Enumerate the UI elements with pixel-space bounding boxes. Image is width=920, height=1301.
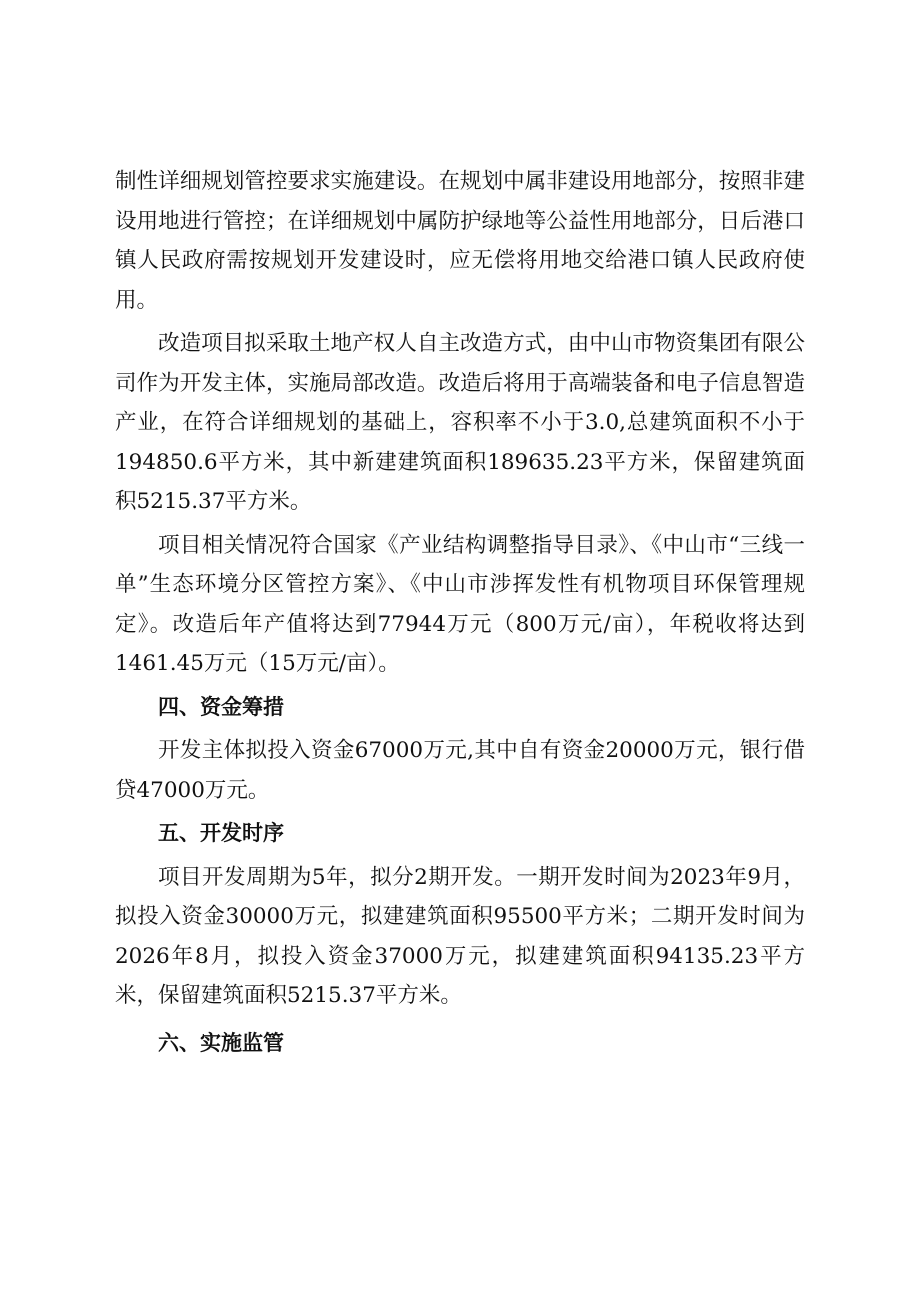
paragraph-funding: 开发主体拟投入资金67000万元,其中自有资金20000万元，银行借贷47000万元。: [115, 738, 805, 803]
heading-supervision: 六、实施监管: [158, 1030, 284, 1055]
paragraph-renovation-method: 改造项目拟采取土地产权人自主改造方式，由中山市物资集团有限公司作为开发主体，实施局部改造。改造后将用于高端装备和电子信息智造产业，在符合详细规划的基础上，容积率不小于3.0,总建筑面积不小于194850.6平方米，其中新建建筑面积189635.23平方米，保留建筑面积5215.37平方米。: [115, 331, 805, 514]
document-body: [115, 162, 805, 1063]
heading-funding: 四、资金筹措: [158, 694, 284, 719]
paragraph-compliance-output: 项目相关情况符合国家《产业结构调整指导目录》、《中山市“三线一单”生态环境分区管控方案》、《中山市涉挥发性有机物项目环保管理规定》。改造后年产值将达到77944万元（800万元/亩），年税收将达到1461.45万元（15万元/亩）。: [115, 532, 805, 676]
paragraph-planning-control: 制性详细规划管控要求实施建设。在规划中属非建设用地部分，按照非建设用地进行管控；在详细规划中属防护绿地等公益性用地部分，日后港口镇人民政府需按规划开发建设时，应无偿将用地交给港口镇人民政府使用。: [115, 169, 805, 313]
paragraph-schedule: 项目开发周期为5年，拟分2期开发。一期开发时间为2023年9月，拟投入资金30000万元，拟建建筑面积95500平方米；二期开发时间为2026年8月，拟投入资金37000万元，拟建建筑面积94135.23平方米，保留建筑面积5215.37平方米。: [115, 864, 805, 1008]
heading-schedule: 五、开发时序: [158, 821, 284, 845]
